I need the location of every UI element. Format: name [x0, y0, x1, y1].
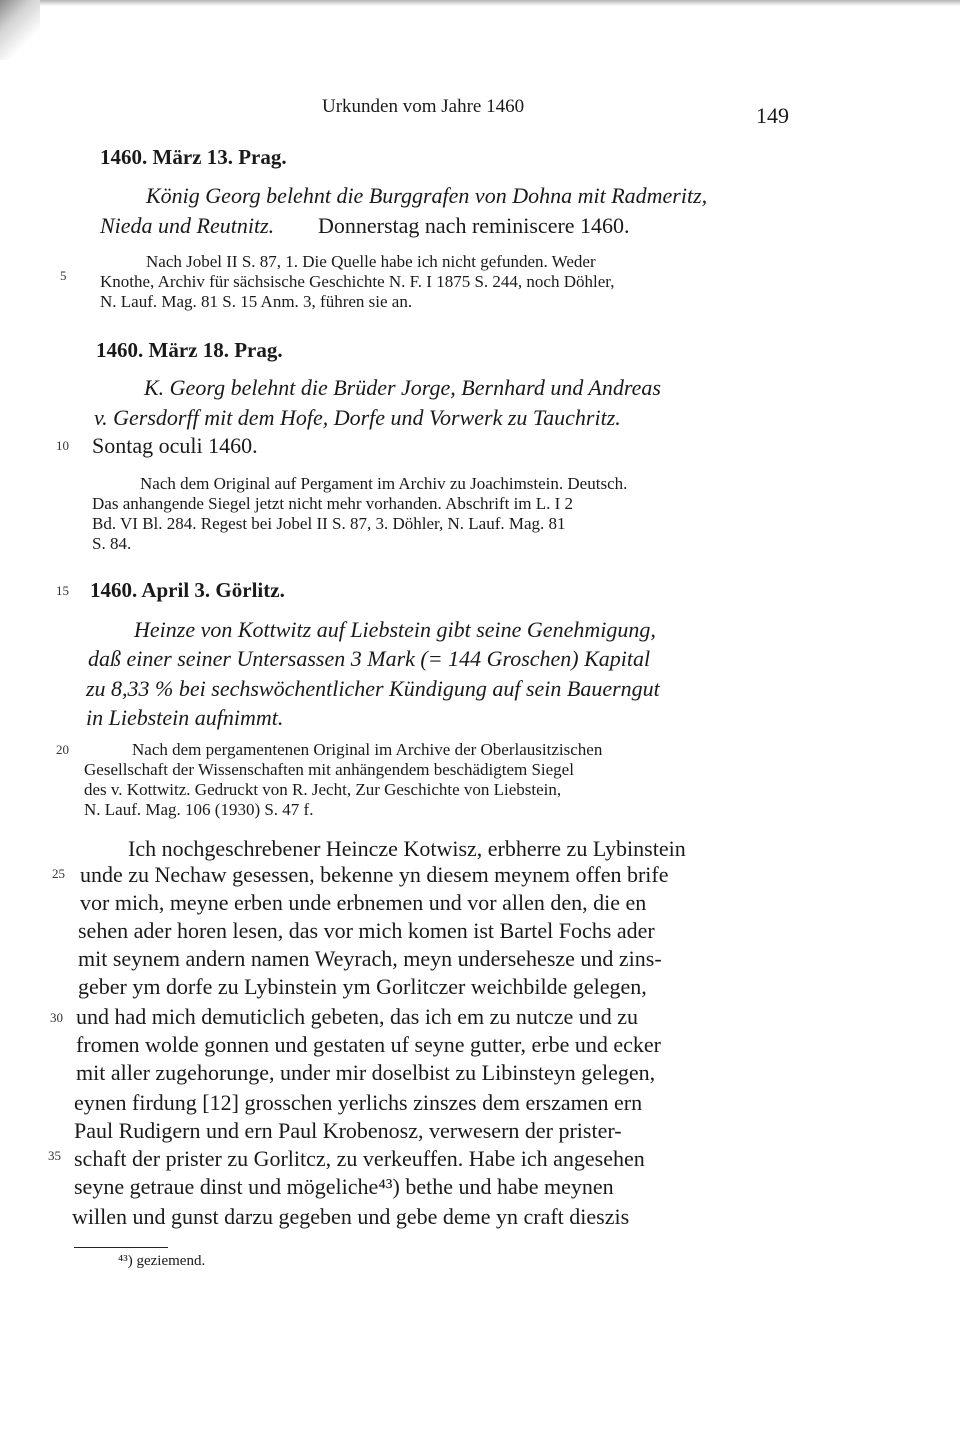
line-number: 5: [60, 268, 67, 283]
source-note-line: Knothe, Archiv für sächsische Geschichte N. F. I 1875 S. 244, noch Döhler,: [100, 272, 615, 291]
line-number: 25: [52, 866, 65, 881]
regest-line: daß einer seiner Untersassen 3 Mark (= 144 Groschen) Kapital: [88, 646, 651, 671]
document-text-line: schaft der prister zu Gorlitcz, zu verkeuffen. Habe ich angesehen: [74, 1146, 645, 1171]
entry-heading: 1460. April 3. Görlitz.: [90, 578, 285, 602]
entry-heading: 1460. März 18. Prag.: [96, 338, 283, 362]
line-number: 15: [56, 583, 69, 598]
source-note-line: S. 84.: [92, 534, 132, 553]
scan-corner-shadow: [0, 0, 40, 60]
document-text-line: Ich nochgeschrebener Heincze Kotwisz, erbherre zu Lybinstein: [128, 836, 686, 861]
document-text-line: eynen firdung [12] grosschen yerlichs zinszes dem erszamen ern: [74, 1090, 643, 1115]
source-note-line: Nach dem Original auf Pergament im Archiv zu Joachimstein. Deutsch.: [140, 474, 628, 493]
source-note-line: N. Lauf. Mag. 81 S. 15 Anm. 3, führen sie an.: [100, 292, 413, 311]
running-title: Urkunden vom Jahre 1460: [322, 96, 525, 117]
entry-heading: 1460. März 13. Prag.: [100, 145, 287, 169]
line-number: 30: [50, 1010, 63, 1025]
regest-line: König Georg belehnt die Burggrafen von Dohna mit Radmeritz,: [146, 183, 708, 208]
regest-line: v. Gersdorff mit dem Hofe, Dorfe und Vorwerk zu Tauchritz.: [94, 405, 621, 430]
source-note-line: Bd. VI Bl. 284. Regest bei Jobel II S. 87, 3. Döhler, N. Lauf. Mag. 81: [92, 514, 566, 533]
line-number: 10: [56, 438, 69, 453]
document-text-line: mit aller zugehorunge, under mir doselbist zu Libinsteyn gelegen,: [76, 1060, 656, 1085]
source-note-line: Gesellschaft der Wissenschaften mit anhängendem beschädigtem Siegel: [84, 760, 574, 779]
regest-line: in Liebstein aufnimmt.: [86, 705, 284, 730]
source-note-line: Das anhangende Siegel jetzt nicht mehr vorhanden. Abschrift im L. I 2: [92, 494, 574, 513]
regest-line: Nieda und Reutnitz.: [100, 213, 275, 238]
document-text-line: mit seynem andern namen Weyrach, meyn undersehesze und zins-: [78, 946, 662, 971]
page-number: 149: [756, 103, 789, 128]
document-text-line: sehen ader horen lesen, das vor mich komen ist Bartel Fochs ader: [78, 918, 655, 943]
document-text-line: willen und gunst darzu gegeben und gebe deme yn craft dieszis: [72, 1204, 630, 1229]
document-text-line: seyne getraue dinst und mögeliche⁴³) bethe und habe meynen: [74, 1174, 614, 1199]
regest-line: K. Georg belehnt die Brüder Jorge, Bernhard und Andreas: [144, 375, 661, 400]
regest-line: Heinze von Kottwitz auf Liebstein gibt seine Genehmigung,: [134, 617, 656, 642]
footnote: ⁴³) geziemend.: [118, 1253, 206, 1269]
source-note-line: des v. Kottwitz. Gedruckt von R. Jecht, Zur Geschichte von Liebstein,: [84, 780, 562, 799]
document-text-line: Paul Rudigern und ern Paul Krobenosz, verwesern der prister-: [74, 1118, 622, 1143]
document-text-line: fromen wolde gonnen und gestaten uf seyne gutter, erbe und ecker: [76, 1032, 661, 1057]
source-note-line: N. Lauf. Mag. 106 (1930) S. 47 f.: [84, 800, 314, 819]
footnote-rule: [74, 1247, 168, 1248]
regest-date: Sontag oculi 1460.: [92, 433, 258, 458]
document-text-line: geber ym dorfe zu Lybinstein ym Gorlitczer weichbilde gelegen,: [78, 974, 647, 999]
scan-edge-top: [0, 0, 960, 6]
regest-date: Donnerstag nach reminiscere 1460.: [318, 213, 630, 238]
source-note-line: Nach Jobel II S. 87, 1. Die Quelle habe ich nicht gefunden. Weder: [146, 252, 596, 271]
line-number: 20: [56, 742, 69, 757]
document-text-line: vor mich, meyne erben unde erbnemen und vor allen den, die en: [80, 890, 647, 915]
source-note-line: Nach dem pergamentenen Original im Archive der Oberlausitzischen: [132, 740, 603, 759]
line-number: 35: [48, 1148, 61, 1163]
document-text-line: und had mich demuticlich gebeten, das ich em zu nutcze und zu: [76, 1004, 639, 1029]
regest-line: zu 8,33 % bei sechswöchentlicher Kündigung auf sein Bauerngut: [86, 676, 660, 701]
document-text-line: unde zu Nechaw gesessen, bekenne yn diesem meynem offen brife: [80, 862, 669, 887]
